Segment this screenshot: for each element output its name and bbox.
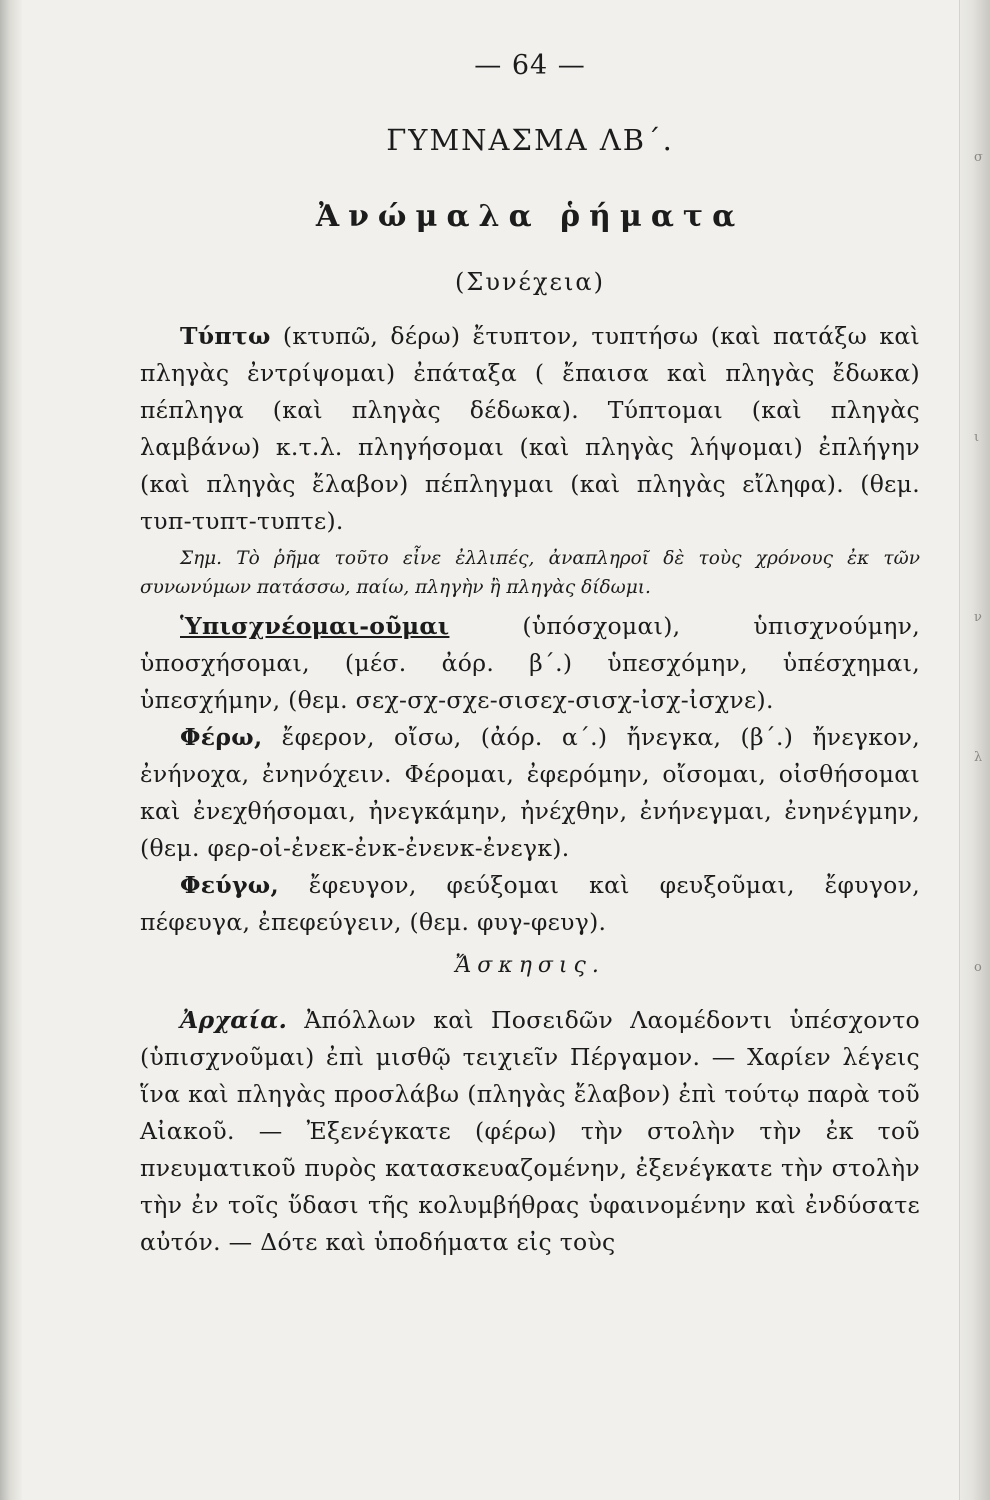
book-page xyxy=(140,50,920,1261)
verb-forms: (ὑπόσχομαι), ὑπισχνούμην, ὑποσχήσομαι, (μέσ. ἀόρ. β΄.) ὑπεσχόμην, ὑπέσχημαι, ὑπεσχήμην, (θεμ. σεχ-σχ-σχε-σισεχ-σισχ-ἰσχ-ἰσχνε). xyxy=(140,612,920,714)
section-title: Ἀνώμαλα ῥήματα xyxy=(315,199,745,234)
edge-mark: σ xyxy=(974,150,983,165)
verb-headword: Φεύγω, xyxy=(180,871,279,899)
exercise-title: ΓΥΜΝΑΣΜΑ ΛΒ΄. xyxy=(386,123,674,157)
verb-headword: Ὑπισχνέομαι-οῦμαι xyxy=(180,612,450,640)
archaic-exercise-paragraph xyxy=(140,1002,920,1261)
book-spine-shadow xyxy=(0,0,22,1500)
verb-forms: (κτυπῶ, δέρω) ἔτυπτον, τυπτήσω (καὶ πατάξω καὶ πληγὰς ἐντρίψομαι) ἐπάταξα ( ἔπαισα καὶ πληγὰς ἔδωκα) πέπληγα (καὶ πληγὰς δέδωκα). Τύπτομαι (καὶ πληγὰς λαμβάνω) κ.τ.λ. πληγήσομαι (καὶ πληγὰς λήψομαι) ἐπλήγην (καὶ πληγὰς ἔλαβον) πέπληγμαι (καὶ πληγὰς εἴληφα). (θεμ. τυπ-τυπτ-τυπτε). xyxy=(140,322,920,535)
verb-headword: Τύπτω xyxy=(180,322,271,350)
verb-headword: Φέρω, xyxy=(180,723,263,751)
verb-entry-phero xyxy=(140,719,920,867)
page-number: — 64 — xyxy=(474,50,586,81)
adjacent-page-edge xyxy=(959,0,990,1500)
exercises-heading: Ἄσκησις. xyxy=(455,953,605,978)
verb-forms: ἔφευγον, φεύξομαι καὶ φευξοῦμαι, ἔφυγον, πέφευγα, ἐπεφεύγειν, (θεμ. φυγ-φευγ). xyxy=(140,871,920,936)
edge-mark: ο xyxy=(974,960,982,975)
archaic-text: Ἀπόλλων καὶ Ποσειδῶν Λαομέδοντι ὑπέσχοντο (ὑπισχνοῦμαι) ἐπὶ μισθῷ τειχιεῖν Πέργαμον. — Χαρίεν λέγεις ἵνα καὶ πληγὰς προσλάβω (πληγὰς ἔλαβον) ἐπὶ τούτῳ παρὰ τοῦ Αἰακοῦ. — Ἐξενέγκατε (φέρω) τὴν στολὴν τὴν ἐκ τοῦ πνευματικοῦ πυρὸς κατασκευαζομένην, ἐξενέγκατε τὴν στολὴν τὴν ἐν τοῖς ὕδασι τῆς κολυμβήθρας ὑφαινομένην καὶ ἐνδύσατε αὐτόν. — Δότε καὶ ὑποδήματα εἰς τοὺς xyxy=(140,1006,920,1256)
verb-entry-hypischneomai xyxy=(140,608,920,719)
edge-mark: ν xyxy=(974,610,982,625)
verb-entry-pheugo xyxy=(140,867,920,941)
archaic-label: Ἀρχαία. xyxy=(180,1006,288,1034)
note-paragraph: Σημ. Τὸ ῥῆμα τοῦτο εἶνε ἐλλιπές, ἀναπληροῖ δὲ τοὺς χρόνους ἐκ τῶν συνωνύμων πατάσσω, παίω, πληγὴν ἢ πληγὰς δίδωμι. xyxy=(140,548,920,598)
verb-forms: ἔφερον, οἴσω, (ἀόρ. α΄.) ἤνεγκα, (β΄.) ἤνεγκον, ἐνήνοχα, ἐνηνόχειν. Φέρομαι, ἐφερόμην, οἴσομαι, οἰσθήσομαι καὶ ἐνεχθήσομαι, ἠνεγκάμην, ἠνέχθην, ἐνήνεγμαι, ἐνηνέγμην, (θεμ. φερ-οἰ-ἐνεκ-ἐνκ-ἐνενκ-ἐνεγκ). xyxy=(140,723,920,862)
verb-entry-typto xyxy=(140,318,920,540)
continued-label: (Συνέχεια) xyxy=(455,268,605,296)
edge-mark: λ xyxy=(974,750,983,765)
edge-mark: ι xyxy=(974,430,980,445)
